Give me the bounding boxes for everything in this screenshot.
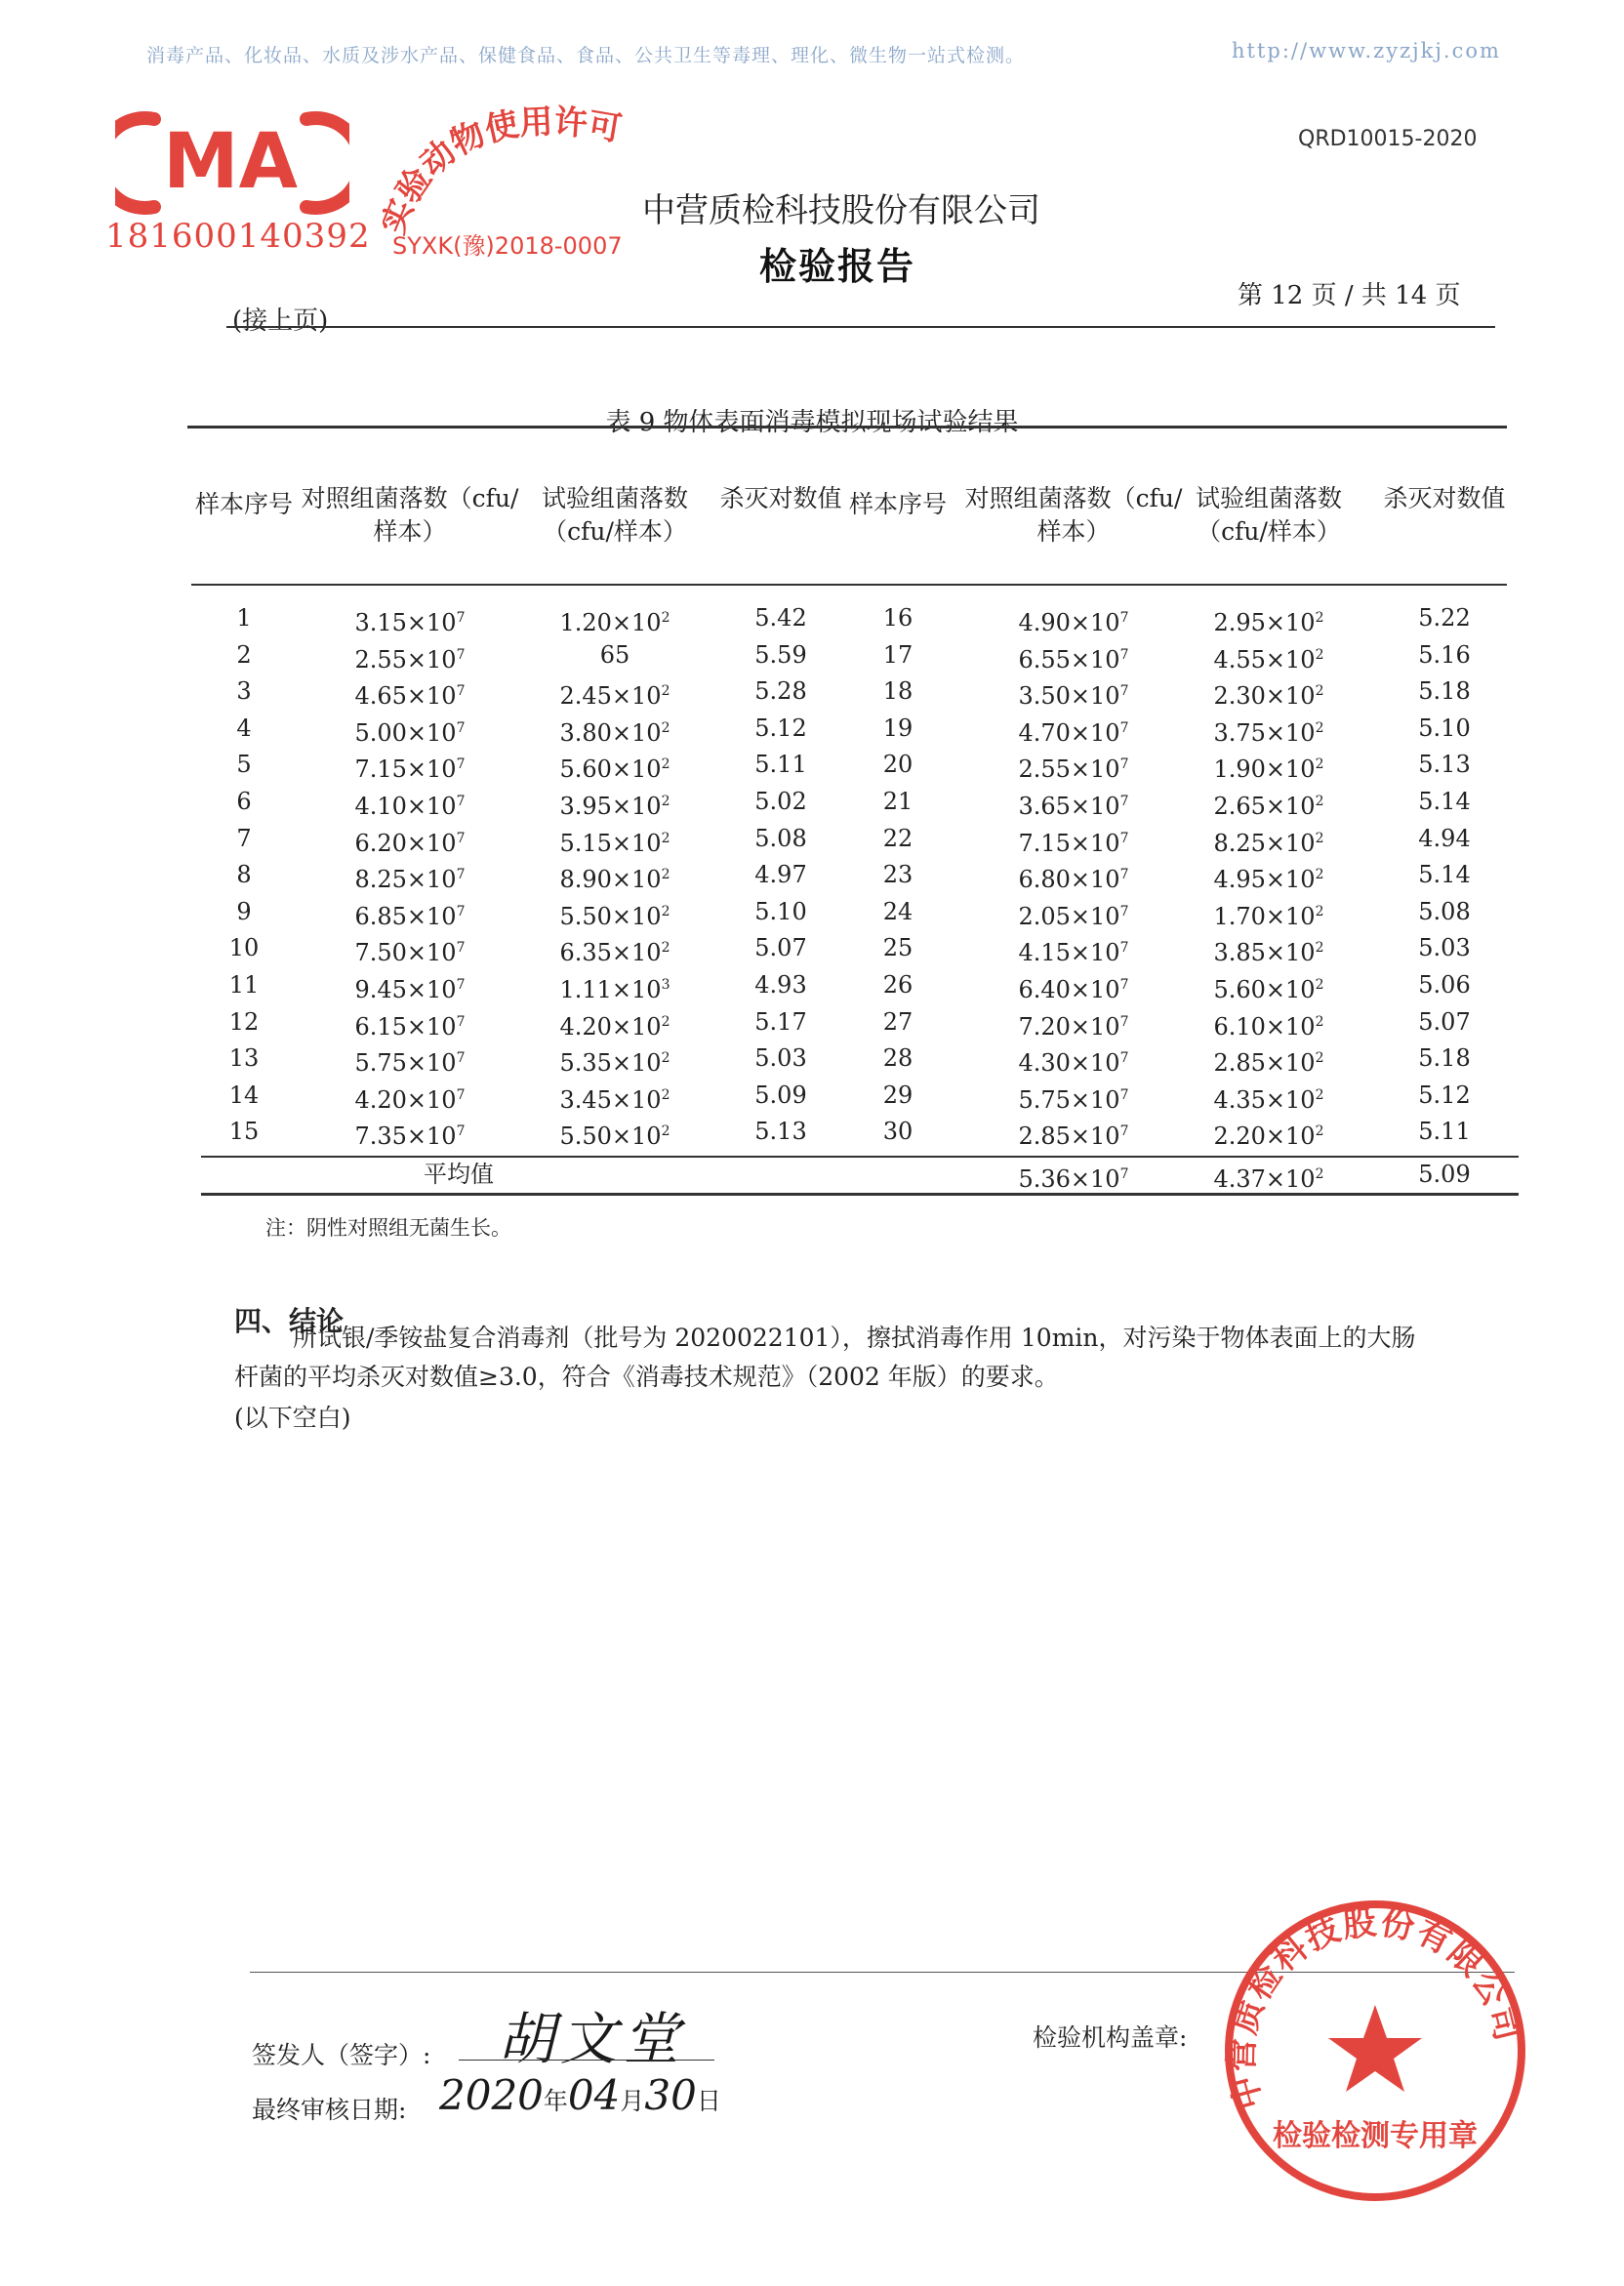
average-test-count: $4.37\times 10^2$ xyxy=(1213,1165,1324,1193)
table-header-cell: 样本序号 xyxy=(848,490,947,518)
test-count: $3.45\times 10^2$ xyxy=(559,1085,670,1114)
test-count: 65 xyxy=(599,640,630,669)
sample-number: 20 xyxy=(882,751,914,779)
seal-star-icon xyxy=(1328,2005,1422,2092)
control-count: $9.45\times 10^7$ xyxy=(354,976,466,1003)
control-count: $6.55\times 10^7$ xyxy=(1018,645,1129,674)
control-count: $2.55\times 10^7$ xyxy=(1018,755,1129,784)
control-count: $6.80\times 10^7$ xyxy=(1018,866,1129,894)
control-count: $7.15\times 10^7$ xyxy=(354,755,466,784)
control-count: $7.35\times 10^7$ xyxy=(354,1123,466,1151)
conclusion-text-1: 所试银/季铵盐复合消毒剂（批号为 2020022101），擦拭消毒作用 10min，对污染于物体表面上的大肠 xyxy=(293,1324,1416,1352)
issuer-label: 签发人（签字）: xyxy=(252,2041,431,2069)
header-tagline: 消毒产品、化妆品、水质及涉水产品、保健食品、食品、公共卫生等毒理、理化、微生物一站式检测。 xyxy=(146,45,1026,66)
test-count: $1.70\times 10^2$ xyxy=(1213,902,1324,930)
kill-log-value: 5.16 xyxy=(1418,640,1471,669)
control-count: $2.05\times 10^7$ xyxy=(1018,902,1129,930)
kill-log-value: 5.12 xyxy=(754,714,807,742)
date-day-unit: 日 xyxy=(696,2087,721,2115)
test-count: $1.11\times 10^3$ xyxy=(559,976,670,1003)
test-count: $2.65\times 10^2$ xyxy=(1213,793,1324,820)
control-count: $7.15\times 10^7$ xyxy=(1018,829,1129,857)
table-header-cell: 样本序号 xyxy=(194,490,293,518)
control-count: $8.25\times 10^7$ xyxy=(354,866,466,894)
test-count: $2.45\times 10^2$ xyxy=(559,682,670,711)
test-count: $5.60\times 10^2$ xyxy=(559,755,670,784)
sample-number: 5 xyxy=(236,751,252,779)
average-kill-log-value: 5.09 xyxy=(1418,1161,1471,1188)
average-label: 平均值 xyxy=(424,1161,494,1188)
sample-number: 9 xyxy=(236,897,252,925)
control-count: $7.20\times 10^7$ xyxy=(1018,1012,1129,1041)
control-count: $4.65\times 10^7$ xyxy=(354,682,466,711)
sample-number: 27 xyxy=(882,1007,914,1036)
website-url: http://www.zyzjkj.com xyxy=(1232,39,1501,62)
document-number: QRD10015-2020 xyxy=(1298,127,1478,151)
test-count: $6.10\times 10^2$ xyxy=(1213,1012,1324,1041)
sample-number: 21 xyxy=(882,788,914,815)
issuer-signature-line xyxy=(459,2060,714,2061)
control-count: $2.55\times 10^7$ xyxy=(354,645,466,674)
sample-number: 24 xyxy=(882,897,914,925)
sample-number: 1 xyxy=(236,604,252,632)
test-count: $5.60\times 10^2$ xyxy=(1213,976,1324,1003)
stamp-label: 检验机构盖章: xyxy=(1033,2023,1188,2052)
review-date xyxy=(439,2071,721,2119)
test-count: $2.20\times 10^2$ xyxy=(1213,1123,1324,1151)
sample-number: 8 xyxy=(236,861,252,889)
table-header-cell: 杀灭对数值 xyxy=(1383,484,1506,512)
test-count: $5.50\times 10^2$ xyxy=(559,1123,670,1151)
date-year-unit: 年 xyxy=(543,2087,568,2115)
kill-log-value: 5.17 xyxy=(754,1007,807,1036)
table-header-cell: 对照组菌落数（cfu/样本） xyxy=(964,484,1183,546)
sample-number: 23 xyxy=(882,861,914,889)
kill-log-value: 5.03 xyxy=(754,1044,807,1073)
kill-log-value: 5.14 xyxy=(1418,788,1471,815)
kill-log-value: 5.11 xyxy=(1418,1118,1471,1146)
page-indicator: 第 12 页 / 共 14 页 xyxy=(1238,281,1461,310)
kill-log-value: 5.22 xyxy=(1418,604,1471,632)
control-count: $7.50\times 10^7$ xyxy=(354,939,466,967)
company-name: 中营质检科技股份有限公司 xyxy=(642,191,1040,230)
sample-number: 15 xyxy=(228,1118,260,1146)
table-note: 注：阴性对照组无菌生长。 xyxy=(265,1216,511,1240)
control-count: $3.50\times 10^7$ xyxy=(1018,682,1129,711)
sample-number: 14 xyxy=(228,1081,260,1109)
average-control-count: $5.36\times 10^7$ xyxy=(1018,1165,1129,1193)
kill-log-value: 5.07 xyxy=(754,934,807,962)
table-header-rule xyxy=(191,584,1507,586)
date-day: 30 xyxy=(644,2071,697,2119)
official-seal xyxy=(1214,1890,1536,2212)
table-header-cell: 试验组菌落数（cfu/样本） xyxy=(1195,484,1342,546)
control-count: $5.00\times 10^7$ xyxy=(354,718,466,747)
test-count: $3.75\times 10^2$ xyxy=(1213,718,1324,747)
sample-number: 6 xyxy=(236,788,252,815)
kill-log-value: 5.06 xyxy=(1418,971,1471,999)
date-month-unit: 月 xyxy=(620,2087,645,2115)
kill-log-value: 5.02 xyxy=(754,788,807,815)
control-count: $4.70\times 10^7$ xyxy=(1018,718,1129,747)
table-caption: 表 9 物体表面消毒模拟现场试验结果 xyxy=(605,408,1019,437)
control-count: $4.10\times 10^7$ xyxy=(354,793,466,820)
control-count: $4.15\times 10^7$ xyxy=(1018,939,1129,967)
sample-number: 28 xyxy=(882,1044,914,1073)
test-count: $8.25\times 10^2$ xyxy=(1213,829,1324,857)
continued-label: (接上页) xyxy=(232,306,329,336)
sample-number: 18 xyxy=(882,677,914,706)
sample-number: 19 xyxy=(882,714,914,742)
sample-number: 11 xyxy=(228,971,260,999)
control-count: $5.75\times 10^7$ xyxy=(1018,1085,1129,1114)
sample-number: 22 xyxy=(882,824,914,852)
kill-log-value: 5.59 xyxy=(754,640,807,669)
kill-log-value: 5.13 xyxy=(754,1118,807,1146)
test-count: $4.20\times 10^2$ xyxy=(559,1012,670,1041)
control-count: $3.65\times 10^7$ xyxy=(1018,793,1129,820)
review-date-label: 最终审核日期: xyxy=(252,2096,407,2124)
test-count: $4.55\times 10^2$ xyxy=(1213,645,1324,674)
test-count: $1.90\times 10^2$ xyxy=(1213,755,1324,784)
table-header-cell: 试验组菌落数（cfu/样本） xyxy=(541,484,688,546)
seal-company: 中营质检科技股份有限公司 xyxy=(1222,1902,1527,2114)
kill-log-value: 5.09 xyxy=(754,1081,807,1109)
svg-text:实验动物使用许可证 xyxy=(383,90,625,239)
test-count: $2.95\times 10^2$ xyxy=(1213,609,1324,636)
kill-log-value: 5.18 xyxy=(1418,677,1471,706)
sample-number: 4 xyxy=(236,714,252,742)
control-count: $5.75\times 10^7$ xyxy=(354,1049,466,1078)
control-count: $3.15\times 10^7$ xyxy=(354,609,466,636)
date-month: 04 xyxy=(567,2071,621,2119)
control-count: $6.40\times 10^7$ xyxy=(1018,976,1129,1003)
test-count: $3.80\times 10^2$ xyxy=(559,718,670,747)
sample-number: 16 xyxy=(882,604,914,632)
kill-log-value: 5.08 xyxy=(1418,897,1471,925)
test-count: $2.30\times 10^2$ xyxy=(1213,682,1324,711)
control-count: $6.20\times 10^7$ xyxy=(354,829,466,857)
conclusion-heading: 四、结论 xyxy=(234,1305,345,1337)
table-top-rule xyxy=(187,426,1507,429)
kill-log-value: 5.10 xyxy=(1418,714,1471,742)
test-count: $4.95\times 10^2$ xyxy=(1213,866,1324,894)
test-count: $6.35\times 10^2$ xyxy=(559,939,670,967)
kill-log-value: 5.18 xyxy=(1418,1044,1471,1073)
table-bottom-rule xyxy=(201,1193,1519,1196)
table-header-cell: 对照组菌落数（cfu/样本） xyxy=(301,484,519,546)
sample-number: 12 xyxy=(228,1007,260,1036)
issuer-signature: 胡文堂 xyxy=(498,2006,686,2072)
kill-log-value: 4.94 xyxy=(1418,824,1471,852)
control-count: $4.90\times 10^7$ xyxy=(1018,609,1129,636)
control-count: $6.15\times 10^7$ xyxy=(354,1012,466,1041)
svg-text:MA: MA xyxy=(163,118,298,206)
table-average-rule xyxy=(201,1156,1519,1158)
control-count: $4.30\times 10^7$ xyxy=(1018,1049,1129,1078)
kill-log-value: 5.13 xyxy=(1418,751,1471,779)
sample-number: 10 xyxy=(228,934,260,962)
sample-number: 30 xyxy=(882,1118,914,1146)
blank-note: (以下空白) xyxy=(234,1404,351,1432)
sample-number: 13 xyxy=(228,1044,260,1073)
sample-number: 17 xyxy=(882,640,914,669)
test-count: $3.95\times 10^2$ xyxy=(559,793,670,820)
license-title: 验动物使用许可 xyxy=(388,102,625,211)
license-code: SYXK(豫)2018-0007 xyxy=(392,232,623,260)
kill-log-value: 5.10 xyxy=(754,897,807,925)
sample-number: 29 xyxy=(882,1081,914,1109)
cma-number: 181600140392 xyxy=(105,217,371,256)
test-count: $5.15\times 10^2$ xyxy=(559,829,670,857)
test-count: $5.35\times 10^2$ xyxy=(559,1049,670,1078)
conclusion-text-2: 杆菌的平均杀灭对数值≥3.0，符合《消毒技术规范》（2002 年版）的要求。 xyxy=(234,1363,1059,1391)
kill-log-value: 4.93 xyxy=(754,971,807,999)
kill-log-value: 5.42 xyxy=(754,604,807,632)
kill-log-value: 5.12 xyxy=(1418,1081,1471,1109)
kill-log-value: 5.28 xyxy=(754,677,807,706)
sample-number: 25 xyxy=(882,934,914,962)
test-count: $2.85\times 10^2$ xyxy=(1213,1049,1324,1078)
control-count: $6.85\times 10^7$ xyxy=(354,902,466,930)
test-count: $8.90\times 10^2$ xyxy=(559,866,670,894)
date-year: 2020 xyxy=(439,2071,544,2119)
cma-logo xyxy=(115,98,349,234)
seal-purpose: 检验检测专用章 xyxy=(1273,2119,1478,2153)
sample-number: 26 xyxy=(882,971,914,999)
test-count: $4.35\times 10^2$ xyxy=(1213,1085,1324,1114)
sample-number: 2 xyxy=(236,640,252,669)
table-header-cell: 杀灭对数值 xyxy=(719,484,842,512)
kill-log-value: 5.14 xyxy=(1418,861,1471,889)
control-count: $2.85\times 10^7$ xyxy=(1018,1123,1129,1151)
kill-log-value: 5.11 xyxy=(754,751,807,779)
sample-number: 7 xyxy=(236,824,252,852)
kill-log-value: 5.08 xyxy=(754,824,807,852)
control-count: $4.20\times 10^7$ xyxy=(354,1085,466,1114)
test-count: $3.85\times 10^2$ xyxy=(1213,939,1324,967)
header-rule xyxy=(226,326,1495,328)
kill-log-value: 5.03 xyxy=(1418,934,1471,962)
sample-number: 3 xyxy=(236,677,252,706)
test-count: $5.50\times 10^2$ xyxy=(559,902,670,930)
test-count: $1.20\times 10^2$ xyxy=(559,609,670,636)
kill-log-value: 4.97 xyxy=(754,861,807,889)
kill-log-value: 5.07 xyxy=(1418,1007,1471,1036)
report-title: 检验报告 xyxy=(759,245,916,288)
